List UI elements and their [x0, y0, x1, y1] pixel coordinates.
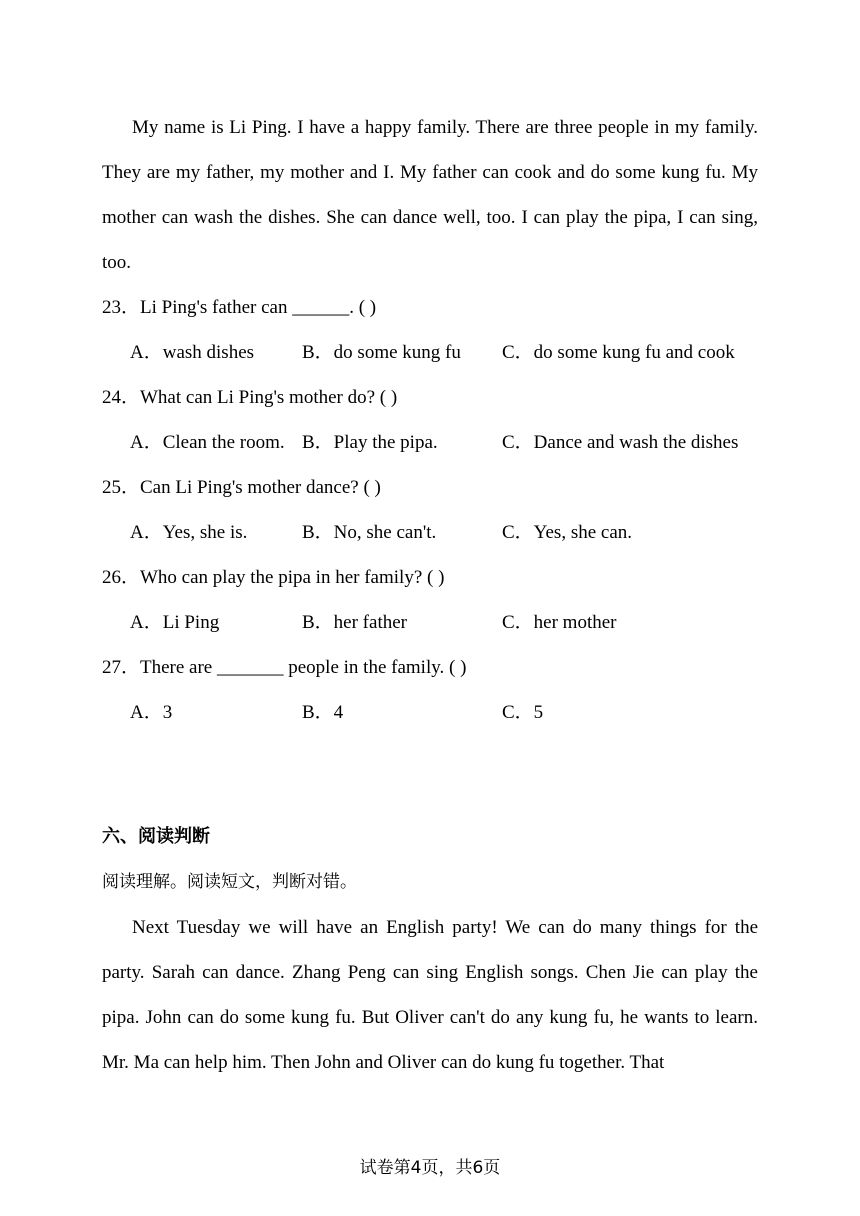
reading-passage-1: My name is Li Ping. I have a happy family. There are three people in my family. They are my father, my mother and I. My father can cook and do some kung fu. My mother can wash the dishes. She can dance well, too. I can play the pipa, I can sing, too.	[102, 117, 758, 273]
question-27: 27．There are _______ people in the family. ( )	[102, 657, 467, 678]
q23-option-c[interactable]: C．do some kung fu and cook	[502, 342, 735, 363]
reading-passage-2: Next Tuesday we will have an English party! We can do many things for the party. Sarah can dance. Zhang Peng can sing English songs. Chen Jie can play the pipa. John can do some kung fu. But Oliver can't do any kung fu, he wants to learn. Mr. Ma can help him. Then John and Oliver can do kung fu together. That	[102, 917, 758, 1073]
question-26: 26．Who can play the pipa in her family? ( )	[102, 567, 445, 588]
q25-option-a[interactable]: A．Yes, she is.	[130, 522, 248, 543]
question-25: 25．Can Li Ping's mother dance? ( )	[102, 477, 381, 498]
q23-option-a[interactable]: A．wash dishes	[130, 342, 255, 363]
q24-option-b[interactable]: B．Play the pipa.	[302, 432, 438, 453]
q26-option-c[interactable]: C．her mother	[502, 612, 617, 633]
q27-option-a[interactable]: A．3	[130, 702, 173, 723]
section-instruction: 阅读理解。阅读短文，判断对错。	[102, 872, 357, 892]
q26-option-a[interactable]: A．Li Ping	[130, 612, 220, 633]
q26-option-b[interactable]: B．her father	[302, 612, 407, 633]
q25-option-b[interactable]: B．No, she can't.	[302, 522, 437, 543]
q27-option-b[interactable]: B．4	[302, 702, 344, 723]
question-23: 23．Li Ping's father can ______. ( )	[102, 297, 377, 318]
q23-option-b[interactable]: B．do some kung fu	[302, 342, 461, 363]
section-title: 六、阅读判断	[102, 826, 210, 847]
q24-option-c[interactable]: C．Dance and wash the dishes	[502, 432, 739, 453]
q25-option-c[interactable]: C．Yes, she can.	[502, 522, 633, 543]
page-footer: 试卷第4页，共6页	[359, 1158, 501, 1178]
question-24: 24．What can Li Ping's mother do? ( )	[102, 387, 398, 408]
q24-option-a[interactable]: A．Clean the room.	[130, 432, 285, 453]
q27-option-c[interactable]: C．5	[502, 702, 544, 723]
